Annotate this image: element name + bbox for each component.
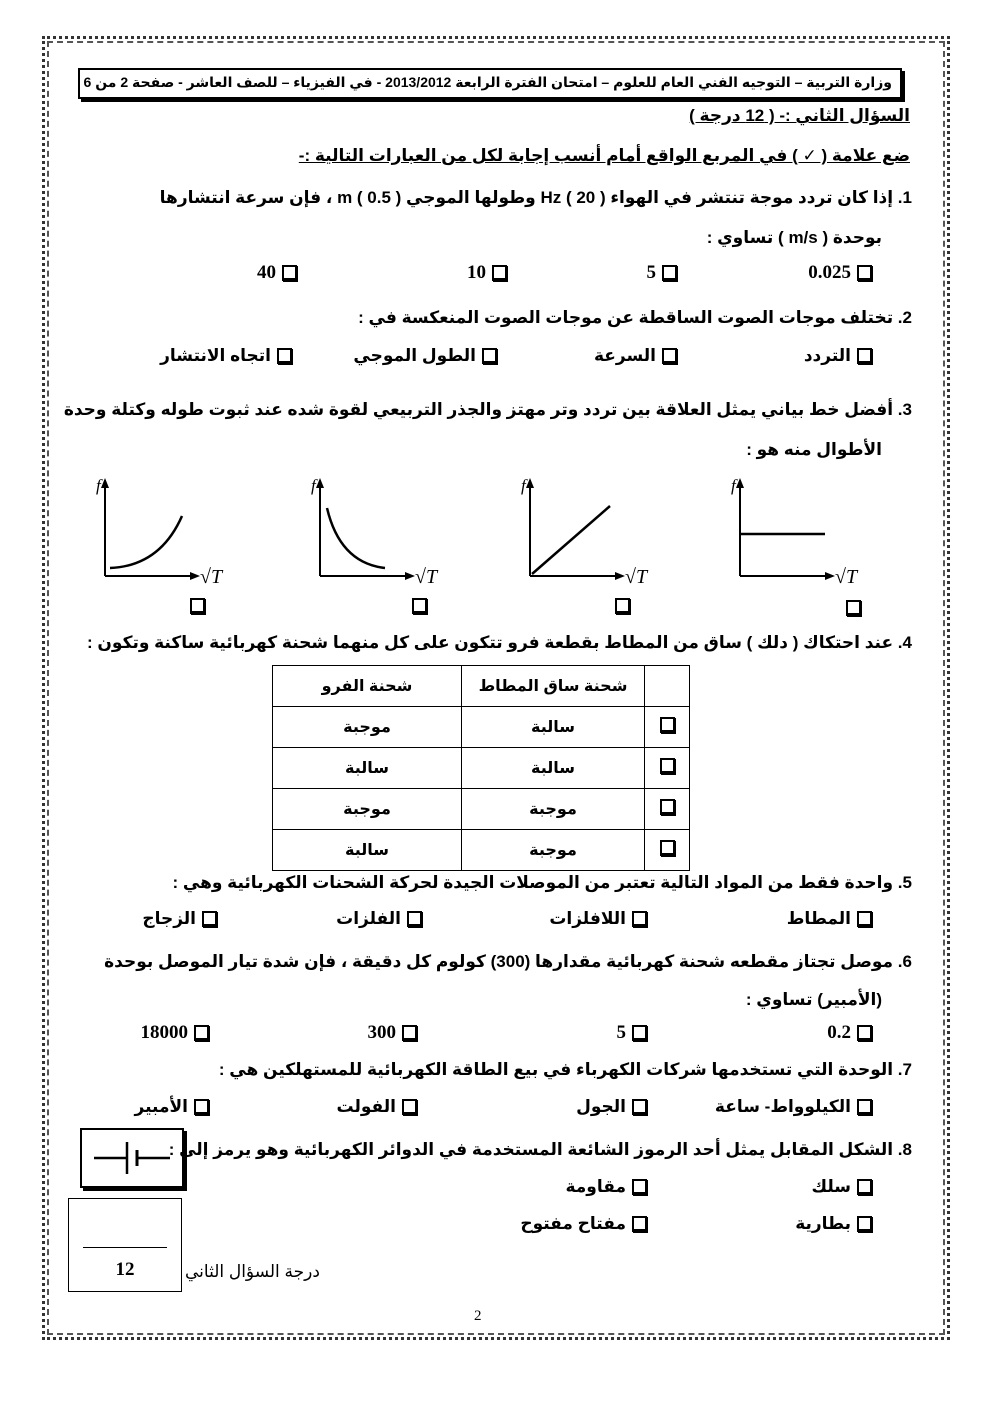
x-axis-label: √T bbox=[200, 566, 223, 588]
cell: موجبة bbox=[273, 789, 462, 830]
option-label: اتجاه الانتشار bbox=[160, 346, 271, 365]
q8-option-3[interactable] bbox=[795, 1214, 872, 1234]
score-label: درجة السؤال الثاني bbox=[185, 1262, 320, 1281]
cell: موجبة bbox=[273, 707, 462, 748]
cell: سالبة bbox=[273, 830, 462, 871]
option-label: 18000 bbox=[140, 1022, 188, 1043]
q8-option-2[interactable] bbox=[565, 1177, 647, 1197]
cell: سالبة bbox=[462, 748, 645, 789]
checkbox[interactable] bbox=[632, 1216, 647, 1232]
cell: موجبة bbox=[462, 789, 645, 830]
option-label: التردد bbox=[803, 346, 851, 365]
q6-option-1[interactable] bbox=[827, 1022, 872, 1044]
graph-increasing-curve bbox=[90, 478, 210, 598]
q5-option-3[interactable] bbox=[336, 909, 422, 929]
checkbox[interactable] bbox=[857, 348, 872, 364]
q7-option-2[interactable] bbox=[576, 1097, 647, 1117]
x-axis-label: √T bbox=[835, 566, 858, 588]
q7-option-1[interactable] bbox=[715, 1097, 872, 1117]
q2-option-4[interactable] bbox=[160, 346, 292, 366]
checkbox[interactable] bbox=[662, 348, 677, 364]
q6-option-3[interactable] bbox=[368, 1022, 418, 1044]
option-label: الزجاج bbox=[142, 909, 196, 928]
checkbox[interactable] bbox=[660, 799, 675, 815]
header-fur-charge: شحنة الفرو bbox=[273, 666, 462, 707]
q7-text: 7. الوحدة التي تستخدمها شركات الكهرباء في بيع الطاقة الكهربائية للمستهلكين هي : bbox=[218, 1060, 912, 1079]
x-axis-label: √T bbox=[415, 566, 438, 588]
checkbox[interactable] bbox=[492, 265, 507, 281]
q6-option-4[interactable] bbox=[141, 1022, 210, 1044]
y-axis-label: f bbox=[731, 476, 736, 495]
cell: سالبة bbox=[462, 707, 645, 748]
checkbox[interactable] bbox=[660, 717, 675, 733]
table-row[interactable] bbox=[273, 707, 690, 748]
checkbox[interactable] bbox=[402, 1099, 417, 1115]
q2-text: 2. تختلف موجات الصوت الساقطة عن موجات الصوت المنعكسة في : bbox=[358, 308, 912, 327]
page-number: 2 bbox=[474, 1308, 482, 1324]
option-label: مقاومة bbox=[565, 1177, 626, 1196]
q8-option-1[interactable] bbox=[812, 1177, 873, 1197]
checkbox[interactable] bbox=[194, 1099, 209, 1115]
battery-symbol-icon bbox=[82, 1130, 182, 1186]
score-value: 12 bbox=[115, 1259, 135, 1280]
option-label: سلك bbox=[811, 1177, 851, 1196]
q6-text: 6. موصل تجتاز مقطعه شحنة كهربائية مقدارها (300) كولوم كل دقيقة ، فإن شدة تيار الموصل بوحدة bbox=[104, 952, 912, 971]
y-axis-label: f bbox=[311, 476, 316, 495]
q4-table bbox=[272, 665, 690, 871]
header-rod-charge: شحنة ساق المطاط bbox=[462, 666, 645, 707]
checkbox[interactable] bbox=[857, 1216, 872, 1232]
q3-text2: الأطوال منه هو : bbox=[746, 440, 882, 459]
table-row[interactable] bbox=[273, 789, 690, 830]
x-axis-label: √T bbox=[625, 566, 648, 588]
checkbox[interactable] bbox=[277, 348, 292, 364]
checkbox[interactable] bbox=[632, 1025, 647, 1041]
option-label: الكيلوواط- ساعة bbox=[714, 1097, 851, 1116]
q2-option-1[interactable] bbox=[804, 346, 872, 366]
y-axis-label: f bbox=[96, 476, 101, 495]
option-label: 40 bbox=[257, 262, 276, 283]
checkbox[interactable] bbox=[660, 840, 675, 856]
q3-checkbox-3[interactable] bbox=[615, 598, 630, 614]
checkbox[interactable] bbox=[407, 911, 422, 927]
q6-text2: (الأمبير) تساوي : bbox=[745, 990, 882, 1009]
q7-option-4[interactable] bbox=[135, 1097, 209, 1117]
q1-option-4[interactable] bbox=[257, 262, 297, 284]
q3-checkbox-1[interactable] bbox=[190, 598, 205, 614]
battery-symbol-box bbox=[80, 1128, 184, 1188]
option-label: المطاط bbox=[786, 909, 851, 928]
option-label: السرعة bbox=[593, 346, 656, 365]
checkbox[interactable] bbox=[632, 1179, 647, 1195]
option-label: الفولت bbox=[336, 1097, 396, 1116]
checkbox[interactable] bbox=[632, 1099, 647, 1115]
graph-horizontal-line bbox=[725, 478, 845, 598]
option-label: 5 bbox=[616, 1022, 626, 1043]
q2-option-3[interactable] bbox=[353, 346, 497, 366]
checkbox[interactable] bbox=[632, 911, 647, 927]
checkbox[interactable] bbox=[482, 348, 497, 364]
checkbox[interactable] bbox=[857, 1025, 872, 1041]
q1-option-2[interactable] bbox=[647, 262, 678, 284]
q5-option-2[interactable] bbox=[549, 909, 647, 929]
checkbox[interactable] bbox=[662, 265, 677, 281]
graph-decreasing-curve bbox=[305, 478, 425, 598]
header-box bbox=[78, 68, 902, 99]
option-label: 10 bbox=[467, 262, 486, 283]
q1-option-1[interactable] bbox=[808, 262, 872, 284]
question-title: السؤال الثاني :- ( 12 درجة ) bbox=[689, 106, 910, 125]
checkbox[interactable] bbox=[194, 1025, 209, 1041]
q6-option-2[interactable] bbox=[617, 1022, 648, 1044]
option-label: 0.025 bbox=[808, 262, 851, 283]
option-label: الفلزات bbox=[336, 909, 401, 928]
option-label: 5 bbox=[646, 262, 656, 283]
q3-checkbox-4[interactable] bbox=[846, 600, 861, 616]
checkbox[interactable] bbox=[402, 1025, 417, 1041]
q1-text: 1. إذا كان تردد موجة تنتشر في الهواء Hz ( 20 ) وطولها الموجي m ( 0.5 ) ، فإن سرعة انتشارها bbox=[159, 188, 912, 207]
table-row[interactable] bbox=[273, 830, 690, 871]
checkbox[interactable] bbox=[857, 1099, 872, 1115]
q2-option-2[interactable] bbox=[594, 346, 677, 366]
q5-option-1[interactable] bbox=[787, 909, 872, 929]
score-box bbox=[68, 1198, 182, 1292]
q7-option-3[interactable] bbox=[337, 1097, 417, 1117]
q4-text: 4. عند احتكاك ( دلك ) ساق من المطاط بقطعة فرو تتكون على كل منهما شحنة كهربائية ساكنة وتكون : bbox=[87, 633, 912, 652]
option-label: الجول bbox=[576, 1097, 626, 1116]
q3-text: 3. أفضل خط بياني يمثل العلاقة بين تردد وتر مهتز والجذر التربيعي لقوة شده عند ثبوت طوله وكتلة وحدة bbox=[63, 400, 912, 419]
y-axis-label: f bbox=[521, 476, 526, 495]
q1-option-3[interactable] bbox=[467, 262, 507, 284]
header-text: وزارة التربية – التوجيه الفني العام للعلوم – امتحان الفترة الرابعة 2013/2012 - في الفيزياء – للصف العاشر - صفحة 2 من 6 bbox=[83, 74, 892, 90]
checkbox[interactable] bbox=[857, 1179, 872, 1195]
instruction: ضع علامة ( ✓ ) في المربع الواقع أمام أنسب إجابة لكل من العبارات التالية :- bbox=[298, 146, 910, 165]
q3-checkbox-2[interactable] bbox=[412, 598, 427, 614]
q5-option-4[interactable] bbox=[142, 909, 217, 929]
checkbox[interactable] bbox=[660, 758, 675, 774]
graph-straight-line bbox=[515, 478, 635, 598]
option-label: اللافلزات bbox=[549, 909, 626, 928]
checkbox[interactable] bbox=[857, 911, 872, 927]
option-label: بطارية bbox=[795, 1214, 851, 1233]
cell: موجبة bbox=[462, 830, 645, 871]
option-label: الطول الموجي bbox=[353, 346, 476, 365]
checkbox[interactable] bbox=[202, 911, 217, 927]
checkbox[interactable] bbox=[282, 265, 297, 281]
option-label: الأمبير bbox=[134, 1097, 188, 1116]
q5-text: 5. واحدة فقط من المواد التالية تعتبر من الموصلات الجيدة لحركة الشحنات الكهربائية وهي : bbox=[172, 873, 912, 892]
option-label: مفتاح مفتوح bbox=[520, 1214, 626, 1233]
option-label: 300 bbox=[367, 1022, 396, 1043]
checkbox[interactable] bbox=[857, 265, 872, 281]
table-row[interactable] bbox=[273, 748, 690, 789]
q8-option-4[interactable] bbox=[520, 1214, 647, 1234]
score-line bbox=[83, 1247, 167, 1248]
q8-text: 8. الشكل المقابل يمثل أحد الرموز الشائعة المستخدمة في الدوائر الكهربائية وهو يرمز إلى : bbox=[168, 1140, 912, 1159]
option-label: 0.2 bbox=[827, 1022, 851, 1043]
cell: سالبة bbox=[273, 748, 462, 789]
q1-text2: بوحدة ( m/s ) تساوي : bbox=[706, 228, 882, 247]
